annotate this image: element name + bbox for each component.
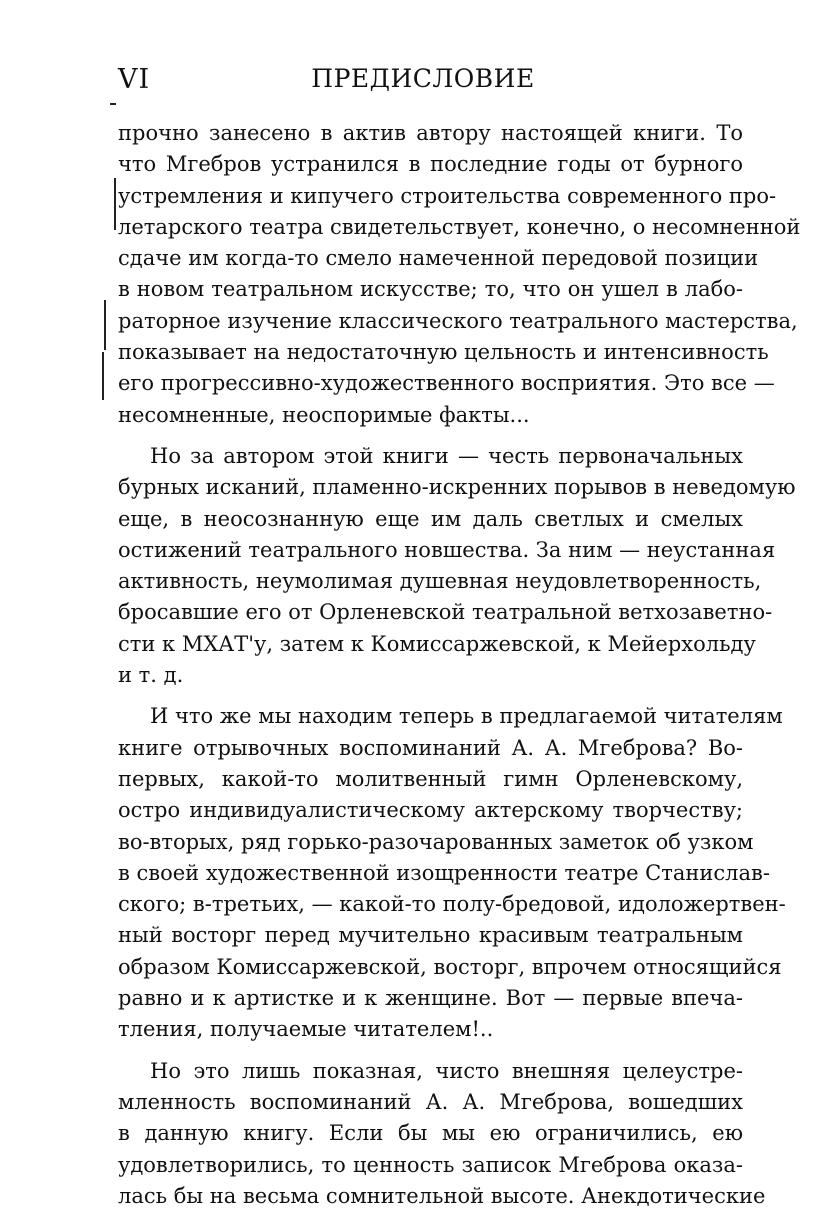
text-line: его прогрессивно-художественного восприятия. Это все — [118,371,775,396]
text-line: образом Комиссаржевской, восторг, впрочем относящийся [118,954,782,979]
paragraph [118,701,786,1045]
page-header [118,64,728,104]
text-line: ского; в-третьих, — какой-то полу-бредовой, идоложертвен- [118,892,786,917]
text-line: бурных исканий, пламенно-искренних порывов в неведомую [118,475,796,500]
paragraph [118,1056,766,1212]
paragraph [118,441,796,691]
text-line: в данную книгу. Если бы мы ею ограничились, ею [118,1121,743,1146]
paragraph [118,118,801,431]
text-line: летарского театра свидетельствует, конечно, о несомненной [118,214,801,239]
text-line: тления, получаемые читателем!.. [118,1017,494,1042]
running-title: ПРЕДИСЛОВИЕ [311,64,535,93]
margin-mark [114,178,116,230]
text-line: книге отрывочных воспоминаний А. А. Мгеброва? Во- [118,735,743,760]
text-line: равно и к артистке и к женщине. Вот — первые впеча- [118,986,743,1011]
text-line: сти к МХАТ'у, затем к Комиссаржевской, к Мейерхольду [118,631,756,656]
text-line: что Мгебров устранился в последние годы от бурного [118,152,743,177]
text-line: остижений театрального новшества. За ним — неустанная [118,537,776,562]
text-line: сдаче им когда-то смело намеченной передовой позиции [118,246,759,271]
page-body [118,118,801,1212]
text-line: Но за автором этой книги — честь первоначальных [150,443,743,468]
page-number: VI [118,64,151,95]
text-line: первых, какой-то молитвенный гимн Орленевскому, [118,766,743,791]
text-line: Но это лишь показная, чисто внешняя целеустре- [150,1058,743,1083]
margin-mark [110,103,116,105]
text-line: бросавшие его от Орленевской театральной ветхозаветно- [118,600,773,625]
text-line: раторное изучение классического театрального мастерства, [118,308,798,333]
text-line: И что же мы находим теперь в предлагаемой читателям [150,704,783,729]
text-line: еще, в неосознанную еще им даль светлых и смелых [118,506,743,531]
text-line: прочно занесено в актив автору настоящей книги. То [118,121,743,145]
text-line: устремления и кипучего строительства современного про- [118,183,777,208]
text-line: во-вторых, ряд горько-разочарованных заметок об узком [118,829,754,854]
margin-mark [104,300,106,350]
margin-mark [102,352,104,400]
text-line: удовлетворились, то ценность записок Мгеброва оказа- [118,1152,743,1177]
text-line: лась бы на весьма сомнительной высоте. Анекдотические [118,1183,766,1208]
text-line: мленность воспоминаний А. А. Мгеброва, вошедших [118,1089,743,1114]
text-line: в своей художественной изощренности театре Станислав- [118,860,770,885]
text-line: активность, неумолимая душевная неудовлетворенность, [118,569,762,594]
text-line: показывает на недостаточную цельность и интенсивность [118,340,769,365]
text-line: остро индивидуалистическому актерскому творчеству; [118,798,743,823]
text-line: и т. д. [118,663,184,688]
text-line: в новом театральном искусстве; то, что он ушел в лабо- [118,277,743,302]
text-line: ный восторг перед мучительно красивым театральным [118,923,743,948]
text-line: несомненные, неоспоримые факты... [118,402,530,427]
